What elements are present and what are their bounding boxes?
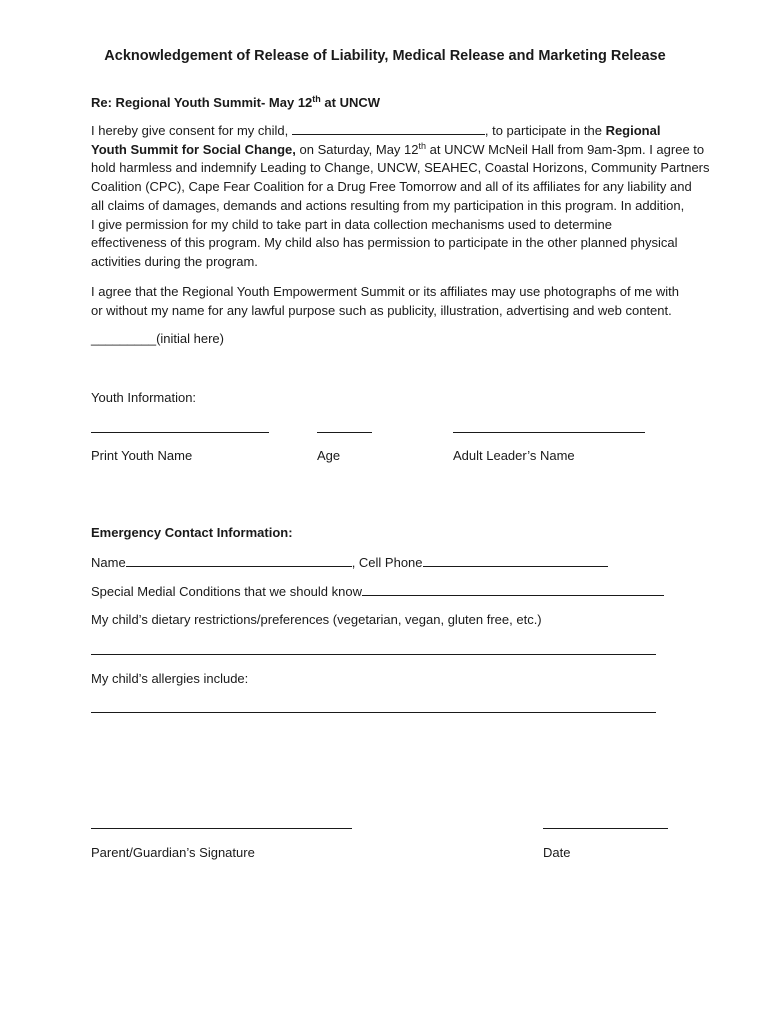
emergency-heading: Emergency Contact Information: bbox=[91, 525, 293, 540]
photo-text-1: I agree that the Regional Youth Empowerment Summit or its affiliates may use photographs of me with bbox=[91, 284, 679, 299]
consent-text-6: I give permission for my child to take part in data collection mechanisms used to determine bbox=[91, 216, 612, 232]
parent-signature-label: Parent/Guardian’s Signature bbox=[91, 845, 255, 860]
consent-paragraph bbox=[91, 122, 710, 272]
consent-text-5: all claims of damages, demands and actions resulting from my participation in this program. In addition, bbox=[91, 197, 685, 213]
emergency-name-field[interactable] bbox=[126, 554, 352, 567]
child-name-blank[interactable] bbox=[292, 122, 485, 135]
age-label: Age bbox=[317, 448, 341, 463]
cell-phone-label: , Cell Phone bbox=[351, 555, 423, 570]
consent-sup-2: th bbox=[418, 140, 427, 151]
initial-blank[interactable]: _________ bbox=[91, 331, 157, 346]
print-youth-name-label: Print Youth Name bbox=[91, 448, 193, 463]
consent-text-4: Coalition (CPC), Cape Fear Coalition for a Drug Free Tomorrow and all of its affiliates for any liability and bbox=[91, 179, 692, 195]
date-label: Date bbox=[543, 845, 571, 860]
consent-text-3: hold harmless and indemnify Leading to Change, UNCW, SEAHEC, Coastal Horizons, Community Partners bbox=[91, 160, 710, 176]
consent-bold-1: Regional bbox=[605, 123, 661, 138]
consent-text-2b: at UNCW McNeil Hall from 9am-3pm. I agree to bbox=[426, 141, 705, 157]
dietary-label: My child’s dietary restrictions/preferences (vegetarian, vegan, gluten free, etc.) bbox=[91, 612, 542, 627]
date-field[interactable] bbox=[543, 828, 668, 829]
re-line-sup: th bbox=[312, 94, 321, 104]
initial-line bbox=[91, 331, 224, 346]
re-line-suffix: at UNCW bbox=[320, 95, 380, 110]
emergency-name-row bbox=[91, 554, 608, 570]
dietary-field[interactable] bbox=[91, 654, 656, 655]
photo-text-2: or without my name for any lawful purpose such as publicity, illustration, advertising and web content. bbox=[91, 302, 672, 318]
adult-leader-label: Adult Leader’s Name bbox=[453, 448, 575, 463]
cell-phone-field[interactable] bbox=[423, 554, 608, 567]
allergies-field[interactable] bbox=[91, 712, 656, 713]
consent-text-1b: , to participate in the bbox=[484, 123, 606, 138]
photo-paragraph bbox=[91, 283, 691, 320]
consent-text-8: activities during the program. bbox=[91, 253, 258, 269]
parent-signature-field[interactable] bbox=[91, 828, 352, 829]
medical-row bbox=[91, 583, 664, 599]
adult-leader-field[interactable] bbox=[453, 432, 645, 433]
emergency-name-label: Name bbox=[91, 555, 126, 570]
youth-name-field[interactable] bbox=[91, 432, 269, 433]
consent-text-1a: I hereby give consent for my child, bbox=[91, 123, 292, 138]
re-line-prefix: Re: Regional Youth Summit- May 12 bbox=[91, 95, 313, 110]
form-title: Acknowledgement of Release of Liability, Medical Release and Marketing Release bbox=[104, 48, 666, 64]
youth-age-field[interactable] bbox=[317, 432, 372, 433]
consent-bold-2: Youth Summit for Social Change, bbox=[91, 141, 296, 157]
youth-info-heading: Youth Information: bbox=[91, 390, 197, 405]
consent-text-2a: on Saturday, May 12 bbox=[295, 141, 419, 157]
medical-conditions-label: Special Medial Conditions that we should know bbox=[91, 584, 362, 599]
allergies-label: My child’s allergies include: bbox=[91, 671, 249, 686]
consent-text-7: effectiveness of this program. My child also has permission to participate in the other planned physical bbox=[91, 235, 678, 251]
initial-label: (initial here) bbox=[156, 331, 224, 346]
medical-conditions-field[interactable] bbox=[362, 583, 664, 596]
re-line bbox=[91, 95, 380, 110]
